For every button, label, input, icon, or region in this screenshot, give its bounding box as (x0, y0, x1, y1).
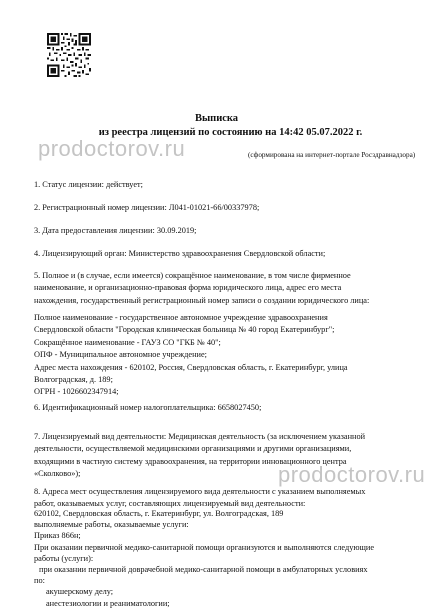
portal-note: (сформирована на интернет-портале Росздравнадзора) (248, 151, 416, 159)
license-reg-number: 2. Регистрационный номер лицензии: Л041-01021-66/00337978; (34, 203, 260, 212)
text-line: по: (34, 576, 45, 586)
text-line: Полное наименование - государственное автономное учреждение здравоохранения (34, 313, 328, 322)
text-line: ОГРН - 1026602347914; (34, 387, 119, 397)
text-line: работы (услуги): (34, 553, 94, 563)
text-line: входящими в частную систему здравоохранения, на территории инновационного центра (34, 456, 347, 466)
qr-code (47, 33, 91, 77)
text-line: при оказании первичной доврачебной медико-санитарной помощи в амбулаторных условиях (39, 565, 368, 575)
watermark: prodoctorov.ru (38, 136, 186, 161)
taxpayer-id: 6. Идентификационный номер налогоплательщика: 6658027450; (34, 403, 262, 412)
document-subtitle: из реестра лицензий по состоянию на 14:42 05.07.2022 г. (98, 127, 363, 138)
text-line: выполняемые работы, оказываемые услуги: (34, 520, 189, 530)
activity-addresses-details (34, 508, 414, 609)
entity-name-header (34, 270, 414, 307)
text-line: 8. Адреса мест осуществления лицензируемого вида деятельности с указанием выполняемых (34, 487, 366, 496)
document-title: Выписка (194, 113, 239, 124)
text-line: нахождения, государственный регистрационный номер записи о создании юридического лица: (34, 295, 370, 305)
watermark: prodoctorov.ru (278, 462, 426, 487)
licensed-activity (34, 431, 414, 481)
text-line: 620102, Свердловская область, г. Екатеринбург, ул. Волгоградская, 189 (34, 509, 284, 518)
entity-name-details (34, 312, 414, 399)
text-line: Сокращённое наименование - ГАУЗ СО "ГКБ № 40"; (34, 337, 221, 347)
text-line: акушерскому делу; (46, 587, 114, 597)
text-line: ОПФ - Муниципальное автономное учреждение; (34, 350, 207, 360)
text-line: Адрес места нахождения - 620102, Россия, Свердловская область, г. Екатеринбург, улица (34, 362, 348, 372)
text-line: наименование, и организационно-правовая форма юридического лица, адрес его места (34, 283, 342, 293)
license-date: 3. Дата предоставления лицензии: 30.09.2019; (34, 226, 197, 235)
text-line: Волгоградская, д. 189; (34, 375, 113, 385)
text-line: 5. Полное и (в случае, если имеется) сокращённое наименование, в том числе фирменное (34, 271, 351, 280)
text-line: Свердловской области "Городская клиническая больница № 40 город Екатеринбург"; (34, 325, 335, 335)
text-line: деятельности, осуществляемой медицинскими организациями и другими организациями, (34, 444, 352, 454)
text-line: работ, оказываемых услуг, составляющих лицензируемый вид деятельности: (34, 499, 306, 509)
text-line: «Сколково»); (34, 469, 81, 479)
text-line: анестезиологии и реаниматологии; (46, 598, 170, 608)
text-line: 7. Лицензируемый вид деятельности: Медицинская деятельность (за исключением указанной (34, 432, 366, 441)
licensing-authority: 4. Лицензирующий орган: Министерство здравоохранения Свердловской области; (34, 249, 326, 258)
license-status: 1. Статус лицензии: действует; (34, 180, 143, 189)
text-line: Приказ 866н; (34, 531, 81, 541)
text-line: При оказании первичной медико-санитарной помощи организуются и выполняются следующие (34, 542, 375, 552)
